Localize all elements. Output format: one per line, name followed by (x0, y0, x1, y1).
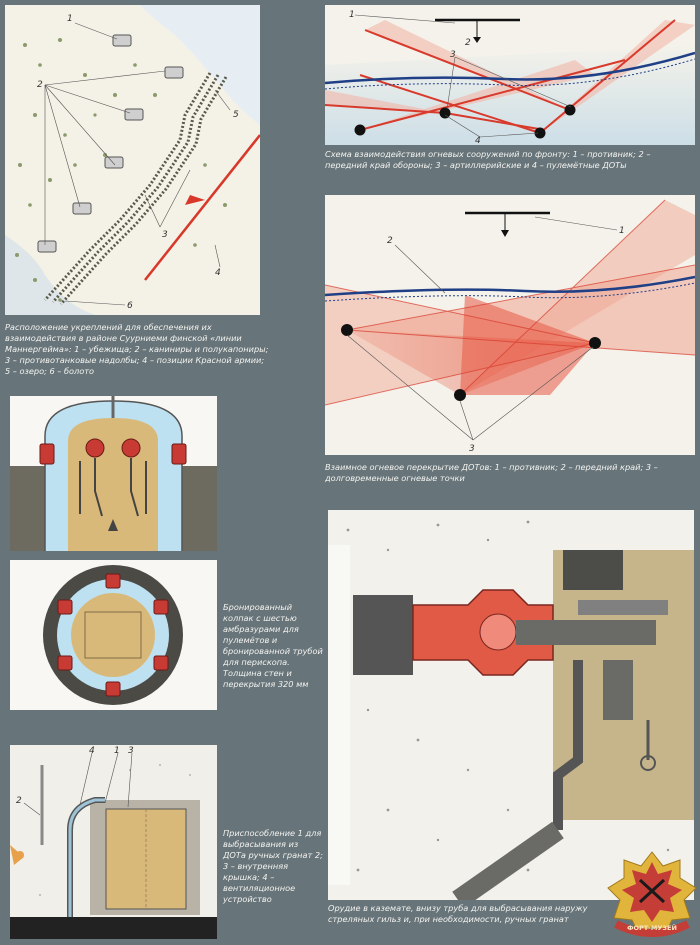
fort-museum-logo (606, 848, 698, 940)
fire-overlap-scheme (325, 195, 695, 455)
front-scheme-caption: Схема взаимодействия огневых сооружений по фронту: 1 – противник; 2 – передний край обороны; 3 – артиллерийские и 4 – пулемётные ДОТы (325, 149, 651, 170)
front-label-3: 3 (450, 50, 456, 60)
cupola-caption: Бронированный колпак с шестью амбразурами для пулемётов и бронированной трубой для перископа. Толщина стен и перекрытия 320 мм (223, 602, 323, 689)
grenade-device-section (10, 745, 217, 939)
map-caption: Расположение укреплений для обеспечения их взаимодействия в районе Суурниеми финской «линии Маннергейма»: 1 – убежища; 2 – каниниры и полукапониры; 3 – противотанковые надолбы; 4 – позиции Красной армии; 5 – озеро; 6 – болото (5, 322, 269, 376)
cupola-plan (10, 560, 217, 710)
map-label-3: 3 (162, 230, 168, 240)
front-label-4: 4 (475, 136, 481, 145)
grenade-label-3: 3 (128, 746, 134, 756)
overlap-label-3: 3 (469, 444, 475, 454)
map-label-2: 2 (37, 80, 43, 90)
map-label-4: 4 (215, 268, 221, 278)
front-label-2: 2 (465, 38, 471, 48)
fortification-map (5, 5, 260, 315)
grenade-label-4: 4 (89, 746, 95, 756)
overlap-scheme-caption: Взаимное огневое перекрытие ДОТов: 1 – противник; 2 – передний край; 3 – долговременные огневые точки (325, 462, 658, 483)
grenade-device-caption: Приспособление 1 для выбрасывания из ДОТа ручных гранат 2; 3 – внутренняя крышка; 4 – вентиляционное устройство (223, 828, 323, 904)
map-label-1: 1 (67, 14, 73, 24)
overlap-label-1: 1 (619, 226, 625, 236)
grenade-label-2: 2 (16, 796, 22, 806)
overlap-label-2: 2 (387, 236, 393, 246)
map-label-6: 6 (127, 301, 133, 311)
gun-casemate-caption: Орудие в каземате, внизу труба для выбрасывания наружу стреляных гильз и, при необходимости, ручных гранат (328, 903, 588, 924)
map-label-5: 5 (233, 110, 239, 120)
grenade-label-1: 1 (114, 746, 120, 756)
gun-casemate-illustration (328, 510, 694, 900)
logo-text: ФОРТ-МУЗЕЙ (627, 924, 677, 932)
front-label-1: 1 (349, 10, 355, 20)
front-interaction-scheme (325, 5, 695, 145)
cupola-section (10, 396, 217, 551)
